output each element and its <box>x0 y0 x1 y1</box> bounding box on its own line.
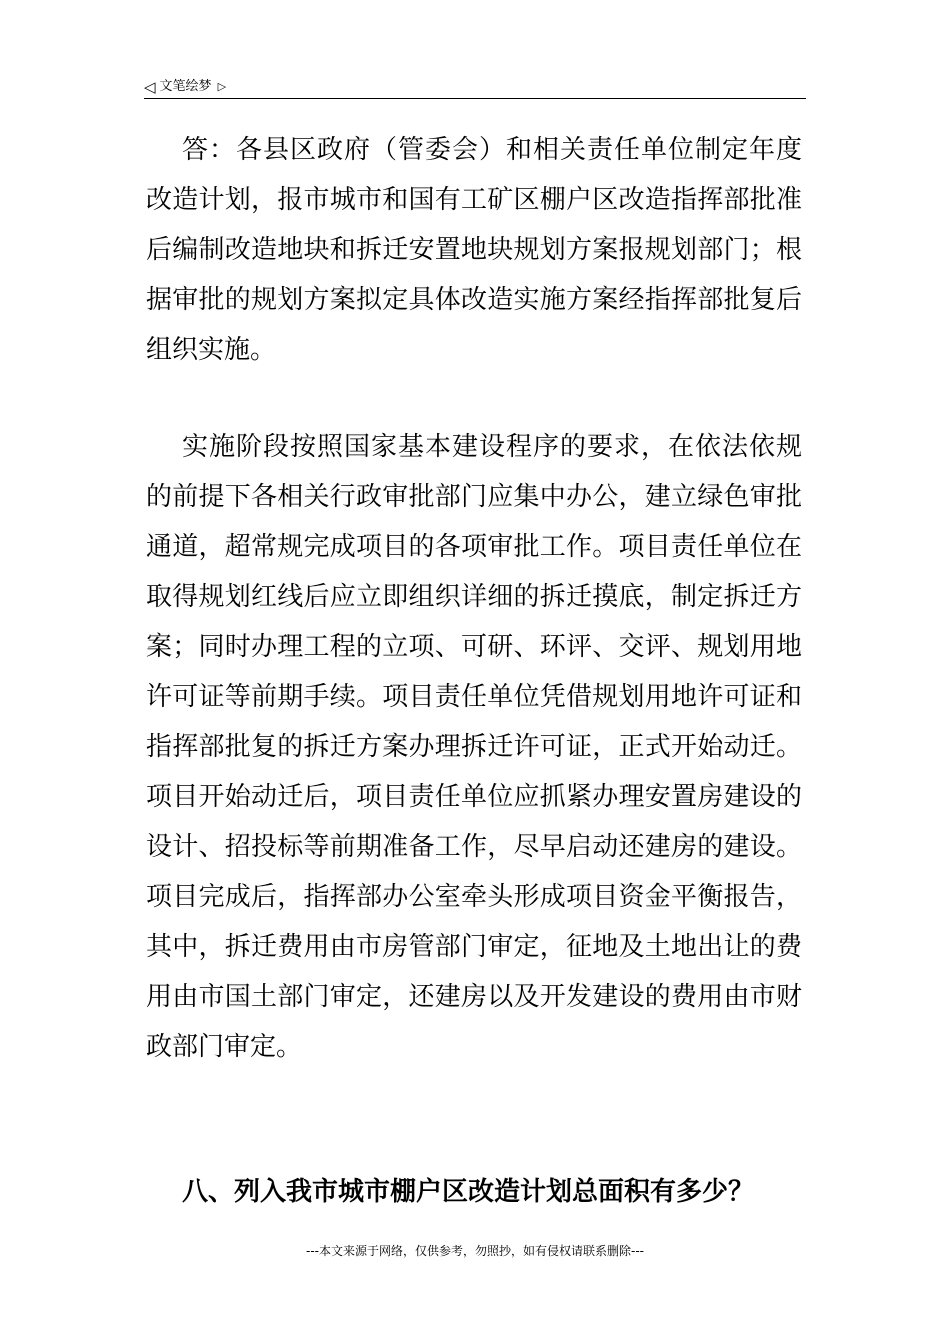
triangle-right-icon: ▷ <box>217 80 227 93</box>
answer-paragraph: 答：各县区政府（管委会）和相关责任单位制定年度改造计划，报市城市和国有工矿区棚户区改造指挥部批准后编制改造地块和拆迁安置地块规划方案报规划部门；根据审批的规划方案拟定具体改造实施方案经指挥部批复后组织实施。 <box>146 135 802 365</box>
section-heading: 八、列入我市城市棚户区改造计划总面积有多少？ <box>182 1177 755 1207</box>
triangle-left-icon: ◁ <box>144 78 156 96</box>
implementation-paragraph: 实施阶段按照国家基本建设程序的要求，在依法依规的前提下各相关行政审批部门应集中办公，建立绿色审批通道，超常规完成项目的各项审批工作。项目责任单位在取得规划红线后应立即组织详细的拆迁摸底，制定拆迁方案；同时办理工程的立项、可研、环评、交评、规划用地许可证等前期手续。项目责任单位凭借规划用地许可证和指挥部批复的拆迁方案办理拆迁许可证，正式开始动迁。项目开始动迁后，项目责任单位应抓紧办理安置房建设的设计、招投标等前期准备工作，尽早启动还建房的建设。项目完成后，指挥部办公室牵头形成项目资金平衡报告，其中，拆迁费用由市房管部门审定，征地及土地出让的费用由市国土部门审定，还建房以及开发建设的费用由市财政部门审定。 <box>146 432 802 1062</box>
page-header <box>144 76 806 98</box>
header-title: 文笔绘梦 <box>159 79 212 94</box>
page-footer: ---本文来源于网络，仅供参考，勿照抄，如有侵权请联系删除--- <box>306 1244 644 1258</box>
header-divider <box>144 98 806 99</box>
